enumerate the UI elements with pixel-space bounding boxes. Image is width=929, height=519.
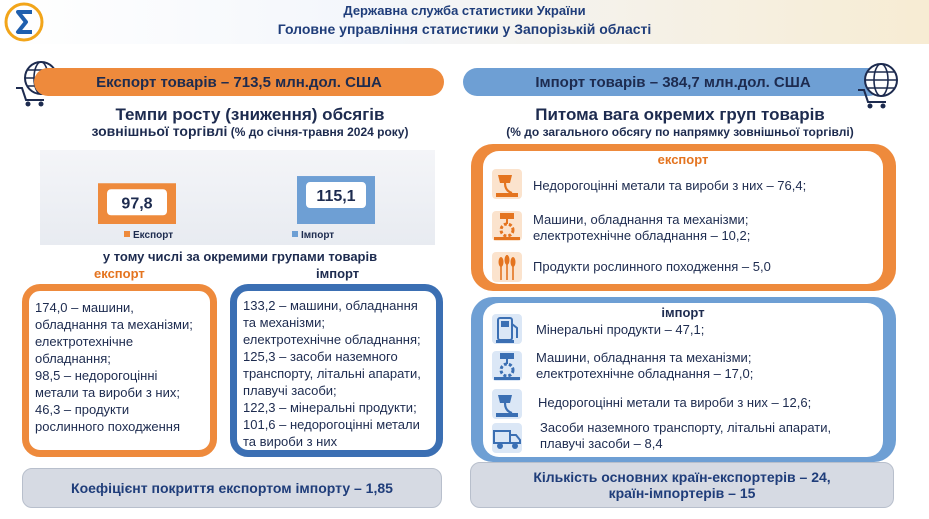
import-groups-line: 133,2 – машини, обладнання <box>243 298 418 313</box>
share-title <box>470 106 890 140</box>
export-share-machinery-line1: Машини, обладнання та механізми; <box>533 212 749 227</box>
machinery-gear-icon <box>490 209 524 243</box>
growth-bar-chart <box>40 150 435 245</box>
export-groups-line: 98,5 – недорогоцінні <box>35 368 158 383</box>
countries-line2: країн-імпортерів – 15 <box>608 485 756 501</box>
export-share-machinery-line2: електротехнічне обладнання – 10,2; <box>533 228 751 243</box>
export-groups-line: електротехнічне <box>35 334 134 349</box>
coverage-ratio-bar: Коефіцієнт покриття експортом імпорту – 1,85 <box>22 468 442 508</box>
export-total-banner: Експорт товарів – 713,5 млн.дол. США <box>34 68 444 96</box>
machinery-gear-icon <box>490 349 524 383</box>
growth-title-period: (% до січня-травня 2024 року) <box>227 125 409 139</box>
import-total-banner: Імпорт товарів – 384,7 млн.дол. США <box>463 68 883 96</box>
import-share-metals: Недорогоцінні метали та вироби з них – 12,6; <box>538 395 812 410</box>
chart-panel <box>40 150 435 245</box>
legend-swatch <box>124 231 130 237</box>
import-groups-line: 125,3 – засоби наземного <box>243 349 398 364</box>
export-share-metals: Недорогоцінні метали та вироби з них – 76,4; <box>533 178 807 193</box>
export-groups-line: обладнання та механізми; <box>35 317 193 332</box>
export-groups-line: 174,0 – машини, <box>35 300 134 315</box>
import-groups-line: та механізми; <box>243 315 325 330</box>
export-groups-box <box>22 284 217 457</box>
import-groups-line: транспорту, літальні апарати, <box>243 366 421 381</box>
import-groups-line: плавучі засоби; <box>243 383 337 398</box>
import-groups-line: електротехнічне обладнання; <box>243 332 421 347</box>
export-share-plant: Продукти рослинного походження – 5,0 <box>533 259 771 274</box>
import-groups-line: 122,3 – мінеральні продукти; <box>243 400 417 415</box>
value-label: 115,1 <box>316 188 356 206</box>
import-groups-line: 101,6 – недорогоцінні метали <box>243 417 420 432</box>
fuel-pump-icon <box>490 312 524 346</box>
export-groups-line: метали та вироби з них; <box>35 385 180 400</box>
share-title-line1: Питома вага окремих груп товарів <box>535 105 825 124</box>
import-groups-line: та вироби з них <box>243 434 338 449</box>
groups-import-label: імпорт <box>316 266 360 281</box>
value-label: 97,8 <box>121 195 153 213</box>
import-share-heading: імпорт <box>661 305 705 320</box>
legend-swatch <box>292 231 298 237</box>
wheat-icon <box>490 250 524 284</box>
growth-title-line1: Темпи росту (зниження) обсягів <box>115 105 385 124</box>
growth-title-line2 <box>30 123 470 141</box>
import-share-transport-line2: плавучі засоби – 8,4 <box>540 436 663 451</box>
export-groups-line: обладнання; <box>35 351 111 366</box>
import-groups-box <box>230 284 443 457</box>
truck-icon <box>490 421 524 455</box>
growth-title-main: зовнішньої торгівлі <box>91 123 228 139</box>
countries-line1: Кількість основних країн-експортерів – 24, <box>533 469 831 485</box>
countries-count-bar <box>470 462 894 508</box>
import-share-machinery-line1: Машини, обладнання та механізми; <box>536 350 752 365</box>
share-title-line2: (% до загального обсягу по напрямку зовнішньої торгівлі) <box>506 125 854 139</box>
globe-cart-icon <box>856 60 906 110</box>
metal-ladle-icon <box>490 387 524 421</box>
import-share-machinery-line2: електротехнічне обладнання – 17,0; <box>536 366 754 381</box>
groups-export-label: експорт <box>94 266 145 281</box>
legend-label: Експорт <box>133 230 174 241</box>
export-groups-line: 46,3 – продукти <box>35 402 130 417</box>
header-department: Головне управління статистики у Запорізькій області <box>277 21 652 37</box>
growth-title <box>30 106 470 141</box>
export-groups-line: рослинного походження <box>35 419 181 434</box>
groups-subtitle: у тому числі за окремими групами товарів <box>102 249 378 264</box>
header-bar <box>0 0 929 44</box>
import-share-mineral: Мінеральні продукти – 47,1; <box>536 322 705 337</box>
import-share-transport-line1: Засоби наземного транспорту, літальні апарати, <box>540 420 832 435</box>
header-agency: Державна служба статистики України <box>343 3 586 18</box>
metal-ladle-icon <box>490 167 524 201</box>
legend-label: Імпорт <box>301 230 335 241</box>
export-share-heading: експорт <box>657 152 709 167</box>
